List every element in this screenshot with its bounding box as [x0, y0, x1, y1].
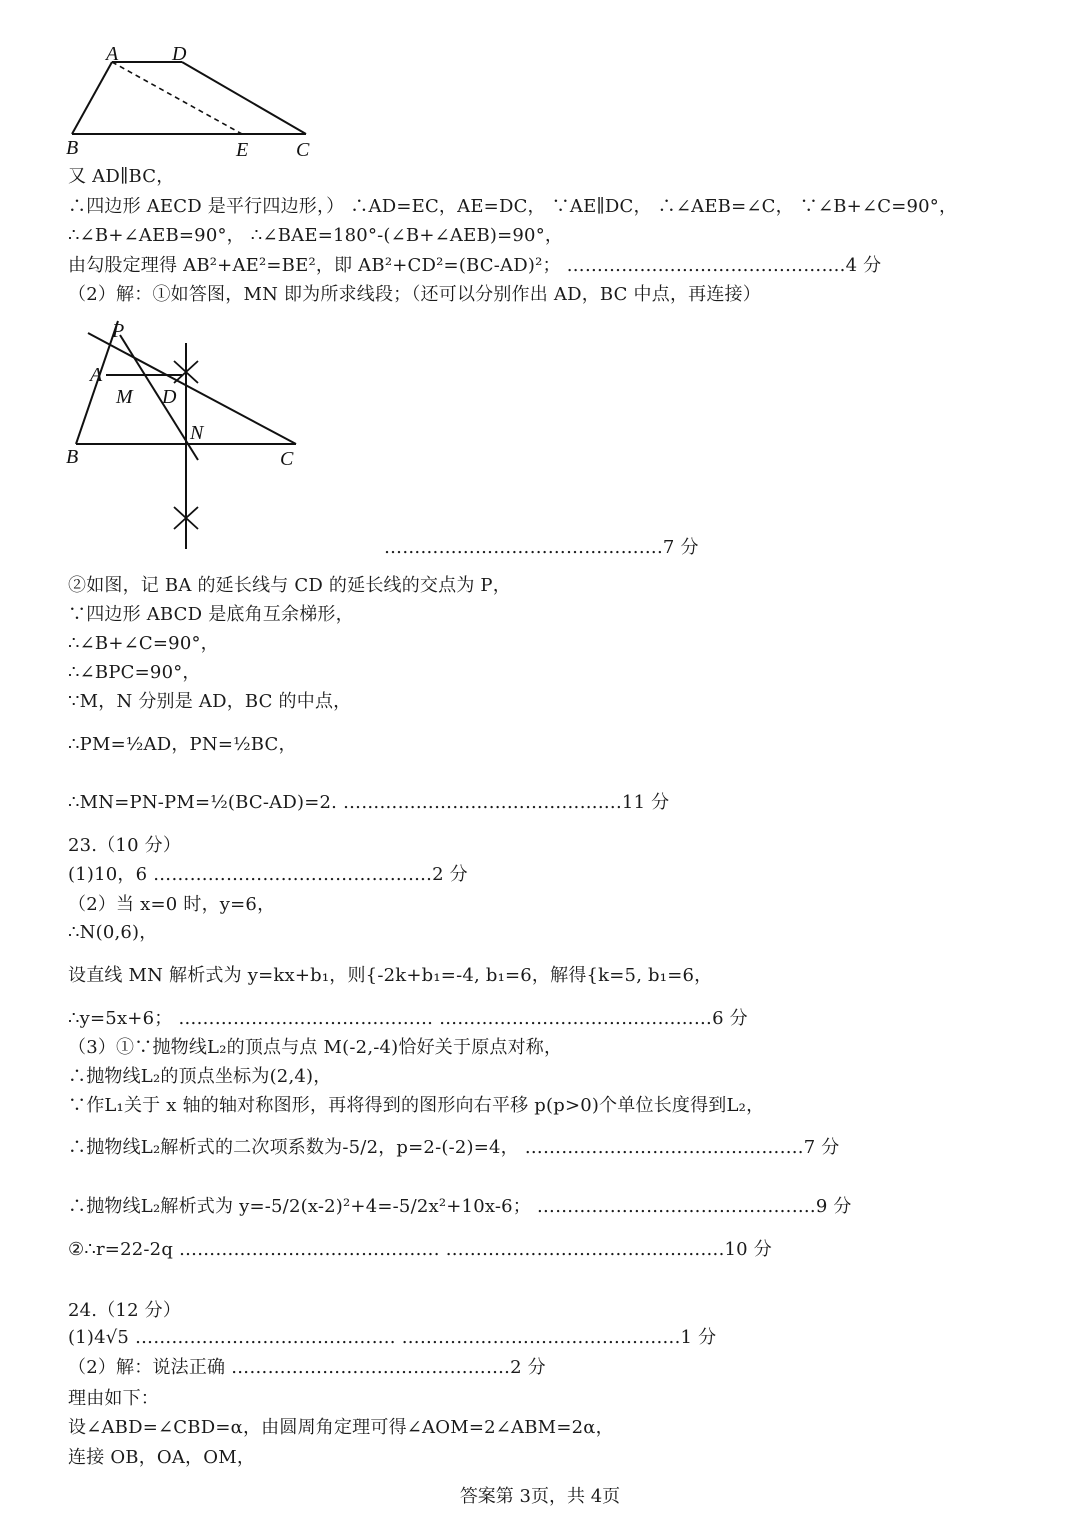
text-line: ∴抛物线L₂解析式为 y=-5/2(x-2)²+4=-5/2x²+10x-6； ……………………………………….9 分	[68, 1196, 852, 1217]
text-line: 又 AD∥BC，	[68, 166, 175, 187]
text-line: 设∠ABD=∠CBD=α，由圆周角定理可得∠AOM=2∠ABM=2α，	[68, 1417, 614, 1438]
text-line: ∴抛物线L₂的顶点坐标为(2,4)，	[68, 1066, 332, 1087]
text-line: ∵四边形 ABCD 是底角互余梯形，	[68, 604, 354, 625]
text-line: ∴PM=½AD，PN=½BC，	[68, 734, 297, 755]
figure-trapezoid-aecd	[60, 40, 330, 165]
label-c: C	[280, 448, 294, 470]
text-line: ∴y=5x+6； …………………………………… ………………………………………6 分	[68, 1008, 748, 1029]
text-line: (1)4√5 ……………………………………. ……………………………………….1 分	[68, 1327, 717, 1348]
label-d: D	[172, 43, 187, 65]
text-line: （3）①∵抛物线L₂的顶点与点 M(-2,-4)恰好关于原点对称，	[68, 1037, 563, 1058]
text-line: ∴∠B+∠AEB=90°， ∴∠BAE=180°-(∠B+∠AEB)=90°，	[68, 225, 564, 246]
text-line: （2）解：说法正确 ……………………………………….2 分	[68, 1357, 546, 1378]
label-a: A	[106, 43, 119, 65]
text-line: ②∴r=22-2q ……………………………………. ……………………………………….10 分	[68, 1239, 772, 1260]
label-a: A	[90, 364, 103, 386]
text-line: ∴四边形 AECD 是平行四边形，） ∴AD=EC，AE=DC， ∵AE∥DC， ∴∠AEB=∠C， ∵∠B+∠C=90°，	[68, 196, 958, 217]
text-line: 24.（12 分）	[68, 1300, 182, 1321]
text-line: (1)10，6 ……………………………………….2 分	[68, 864, 468, 885]
label-e: E	[236, 139, 249, 161]
text-line: ∴MN=PN-PM=½(BC-AD)=2. ……………………………………….11 分	[68, 792, 670, 813]
text-line: 由勾股定理得 AB²+AE²=BE²，即 AB²+CD²=(BC-AD)²； ……………………………………….4 分	[68, 255, 882, 276]
label-m: M	[116, 386, 133, 408]
text-line: ∵M，N 分别是 AD，BC 的中点，	[68, 691, 352, 712]
edge-ab	[72, 62, 112, 134]
label-b: B	[66, 446, 79, 468]
text-line: 连接 OB，OA，OM，	[68, 1447, 256, 1468]
text-line: （2）解：①如答图，MN 即为所求线段；（还可以分别作出 AD，BC 中点，再连接）	[68, 284, 761, 305]
label-n: N	[190, 422, 204, 444]
text-line: ②如图，记 BA 的延长线与 CD 的延长线的交点为 P，	[68, 575, 511, 596]
text-line: 设直线 MN 解析式为 y=kx+b₁，则{-2k+b₁=-4, b₁=6，解得{k=5, b₁=6，	[68, 965, 713, 986]
figure-construction-mn	[60, 315, 320, 555]
text-line: ∴∠BPC=90°，	[68, 662, 201, 683]
text-line: 23.（10 分）	[68, 835, 182, 856]
text-line: ∵作L₁关于 x 轴的轴对称图形，再将得到的图形向右平移 p(p>0)个单位长度得到L₂，	[68, 1095, 765, 1116]
text-line: ∴∠B+∠C=90°，	[68, 633, 219, 654]
text-line: ∴N(0,6)，	[68, 922, 158, 943]
edge-dc	[182, 62, 306, 134]
label-p: P	[112, 320, 125, 342]
text-line: ∴抛物线L₂解析式的二次项系数为-5/2，p=2-(-2)=4， ……………………………………….7 分	[68, 1137, 840, 1158]
label-d: D	[162, 386, 177, 408]
label-b: B	[66, 137, 79, 159]
text-line: ……………………………………….7 分	[384, 537, 699, 558]
page-footer: 答案第 3页，共 4页	[459, 1486, 621, 1507]
label-c: C	[296, 139, 310, 161]
text-line: （2）当 x=0 时，y=6，	[68, 894, 276, 915]
text-line: 理由如下：	[68, 1388, 159, 1409]
dashed-ae	[112, 62, 242, 134]
